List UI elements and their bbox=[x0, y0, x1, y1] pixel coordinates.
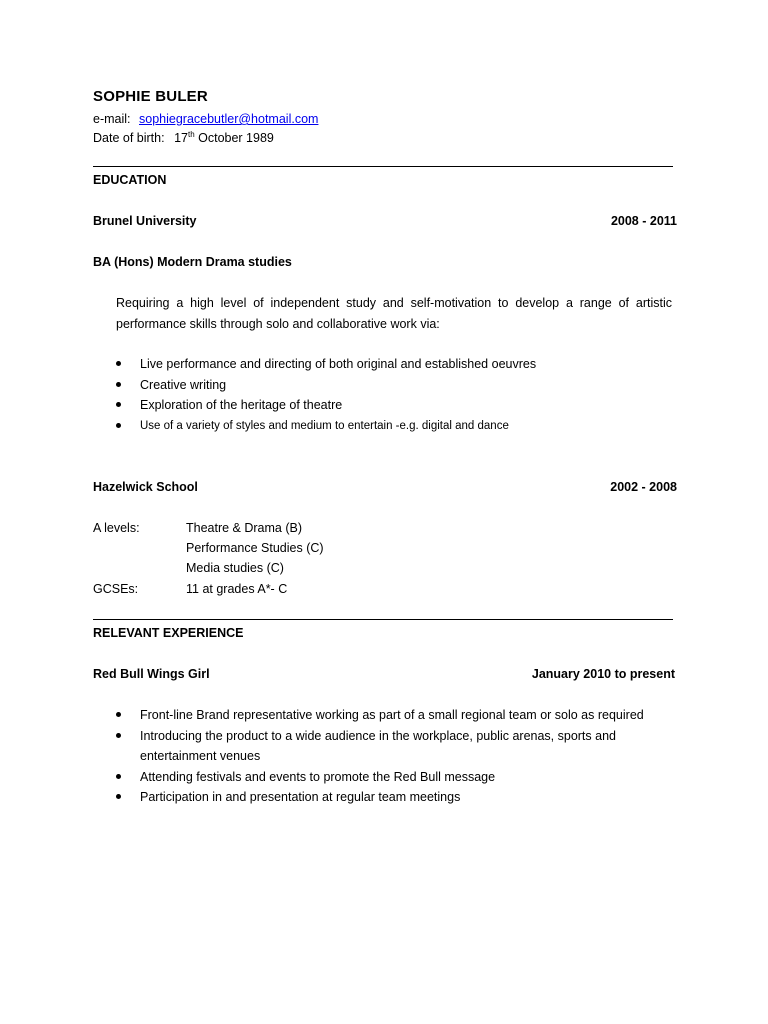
dob-suffix: th bbox=[187, 129, 195, 139]
degree-description: Requiring a high level of independent study and self-motivation to develop a range of artistic performance skills through solo and collaborative work via: bbox=[116, 296, 672, 331]
list-item: Attending festivals and events to promote the Red Bull message bbox=[116, 767, 668, 788]
list-item: Participation in and presentation at regular team meetings bbox=[116, 787, 668, 808]
list-item: Live performance and directing of both original and established oeuvres bbox=[116, 354, 676, 375]
list-item: Front-line Brand representative working as part of a small regional team or solo as required bbox=[116, 705, 668, 726]
bullet-icon bbox=[116, 361, 121, 366]
a-level-item: Theatre & Drama (B) bbox=[186, 521, 303, 535]
a-level-item: Media studies (C) bbox=[186, 561, 284, 575]
list-item: Creative writing bbox=[116, 375, 676, 396]
email-line bbox=[93, 112, 318, 126]
gcses-value: 11 at grades A*- C bbox=[186, 582, 288, 596]
bullet-icon bbox=[116, 423, 121, 428]
dob-day: 17 bbox=[174, 131, 188, 145]
list-item: Use of a variety of styles and medium to entertain -e.g. digital and dance bbox=[116, 416, 676, 437]
degree-title: BA (Hons) Modern Drama studies bbox=[93, 255, 292, 269]
bullet-icon bbox=[116, 794, 121, 799]
experience-heading: RELEVANT EXPERIENCE bbox=[93, 626, 244, 640]
section-divider bbox=[93, 619, 673, 620]
degree-bullet-list bbox=[116, 354, 676, 436]
list-item: Introducing the product to a wide audience in the workplace, public arenas, sports and entertainment venues bbox=[116, 726, 668, 767]
section-divider bbox=[93, 166, 673, 167]
school-dates: 2002 - 2008 bbox=[610, 480, 677, 494]
candidate-name: SOPHIE BULER bbox=[93, 88, 208, 105]
experience-bullet-list bbox=[116, 705, 668, 808]
job-title: Red Bull Wings Girl bbox=[93, 667, 210, 681]
school-name: Hazelwick School bbox=[93, 480, 198, 494]
bullet-icon bbox=[116, 712, 121, 717]
dob-label: Date of birth: bbox=[93, 131, 165, 145]
job-dates: January 2010 to present bbox=[531, 667, 675, 681]
dob-month-year: October 1989 bbox=[198, 131, 274, 145]
list-item: Exploration of the heritage of theatre bbox=[116, 395, 676, 416]
a-level-item: Performance Studies (C) bbox=[186, 541, 324, 555]
email-link[interactable]: sophiegracebutler@hotmail.com bbox=[139, 112, 319, 126]
bullet-icon bbox=[116, 774, 121, 779]
email-label: e-mail: bbox=[93, 112, 131, 126]
dob-line bbox=[93, 131, 274, 145]
university-name: Brunel University bbox=[93, 214, 197, 228]
education-heading: EDUCATION bbox=[93, 173, 167, 187]
university-dates: 2008 - 2011 bbox=[610, 214, 677, 228]
a-levels-label: A levels: bbox=[93, 521, 140, 535]
bullet-icon bbox=[116, 382, 121, 387]
gcses-label: GCSEs: bbox=[93, 582, 139, 596]
bullet-icon bbox=[116, 402, 121, 407]
bullet-icon bbox=[116, 733, 121, 738]
